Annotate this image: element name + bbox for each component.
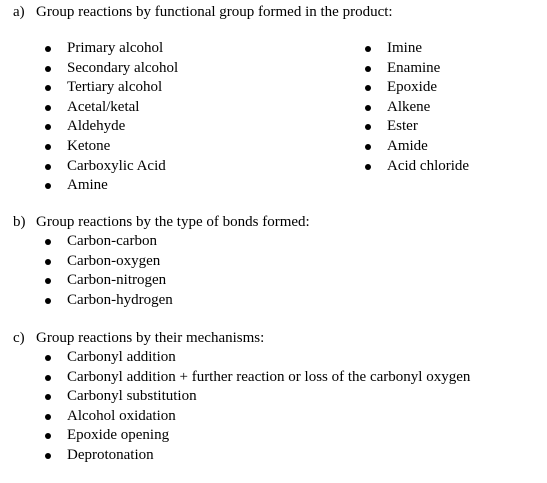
list-item-label: Acetal/ketal — [67, 98, 140, 115]
list-item-label: Enamine — [387, 59, 441, 76]
bullet-icon — [365, 66, 371, 72]
bullet-icon — [45, 394, 51, 400]
bullet-icon — [45, 298, 51, 304]
bullet-icon — [45, 355, 51, 361]
list-item-label: Amide — [387, 137, 428, 154]
bullet-icon — [45, 124, 51, 130]
bullet-icon — [45, 164, 51, 170]
bullet-icon — [45, 66, 51, 72]
list-item-label: Amine — [67, 177, 108, 194]
bullet-icon — [45, 375, 51, 381]
section-c-marker: c) — [13, 330, 25, 346]
bullet-icon — [365, 85, 371, 91]
list-item-label: Carbonyl addition — [67, 349, 176, 365]
bullet-icon — [45, 239, 51, 245]
bullet-icon — [45, 414, 51, 420]
list-item-label: Epoxide — [387, 79, 437, 96]
bullet-icon — [45, 105, 51, 111]
bullet-icon — [45, 259, 51, 265]
list-item-label: Deprotonation — [67, 446, 154, 463]
list-item-label: Carbon-hydrogen — [67, 291, 173, 308]
list-item-label: Carbonyl addition + further reaction or loss of the carbonyl oxygen — [67, 368, 471, 385]
section-a-marker: a) — [13, 4, 25, 20]
section-a-heading-text: Group reactions by functional group formed in the product: — [36, 4, 393, 20]
bullet-icon — [365, 164, 371, 170]
list-item-label: Tertiary alcohol — [67, 79, 163, 96]
list-item-label: Ketone — [67, 137, 111, 154]
bullet-icon — [365, 124, 371, 130]
section-c-heading-text: Group reactions by their mechanisms: — [36, 330, 265, 346]
list-item-label: Secondary alcohol — [67, 59, 179, 76]
list-item-label: Carbonyl substitution — [67, 388, 197, 405]
list-item-label: Acid chloride — [387, 157, 470, 174]
section-b-heading — [13, 213, 310, 232]
bullet-icon — [45, 433, 51, 439]
list-item-label: Imine — [387, 40, 422, 56]
list-item-label: Alkene — [387, 98, 431, 115]
list-item-label: Epoxide opening — [67, 427, 170, 444]
list-item-label: Carbon-nitrogen — [67, 272, 167, 289]
list-item-label: Ester — [387, 118, 418, 135]
section-c-heading — [13, 329, 264, 348]
bullet-icon — [365, 46, 371, 52]
list-item-label: Alcohol oxidation — [67, 407, 176, 424]
bullet-icon — [45, 183, 51, 189]
section-a-heading — [13, 3, 393, 22]
list-item-label: Primary alcohol — [67, 40, 164, 56]
bullet-icon — [365, 144, 371, 150]
bullet-icon — [45, 453, 51, 459]
bullet-icon — [45, 85, 51, 91]
bullet-icon — [365, 105, 371, 111]
list-item-label: Carbon-carbon — [67, 233, 157, 249]
bullet-icon — [45, 144, 51, 150]
bullet-icon — [45, 46, 51, 52]
list-item-label: Aldehyde — [67, 118, 126, 135]
section-b-marker: b) — [13, 214, 26, 230]
list-item-label: Carbon-oxygen — [67, 252, 161, 269]
section-b-heading-text: Group reactions by the type of bonds formed: — [36, 214, 310, 230]
bullet-icon — [45, 278, 51, 284]
list-item-label: Carboxylic Acid — [67, 157, 166, 174]
